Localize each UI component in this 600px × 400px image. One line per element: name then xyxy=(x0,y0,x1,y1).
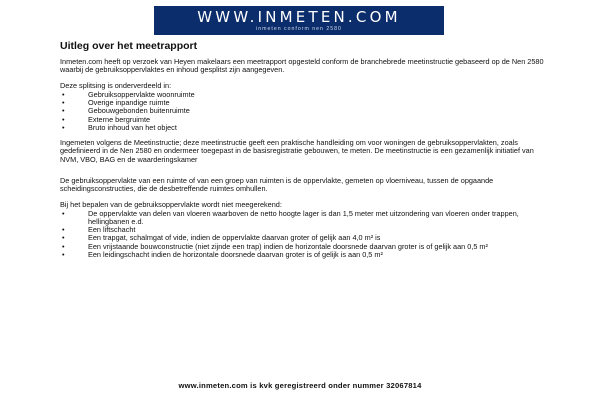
exclusion-list-item: • Een vrijstaande bouwconstructie (niet zijnde een trap) indien de horizontale doorsnede daarvan groter is of gelijk aan 0,5 m² xyxy=(60,243,550,251)
split-list xyxy=(60,91,550,131)
inmeten-logo xyxy=(154,6,444,35)
logo-brand-text: WWW.INMETEN.COM xyxy=(197,8,401,26)
intro-paragraph: Inmeten.com heeft op verzoek van Heyen makelaars een meetrapport opgesteld conform de branchebrede meetinstructie gebaseerd op de Nen 2580 waarbij de gebruiksoppervlaktes en inhoud gesplitst zijn aangegeven. xyxy=(60,57,544,75)
instruction-paragraph: Ingemeten volgens de Meetinstructie; deze meetinstructie geeft een praktische handleiding om voor woningen de gebruiksoppervlakten, zoals gedefinieerd in de Nen 2580 en ondermeer toegepast in de basisregistratie gebouwen, te meten. De meetinstructie is een gezamenlijk initiatief van NVM, VBO, BAG en de waarderingskamer xyxy=(60,137,534,164)
split-list-item: • Overige inpandige ruimte xyxy=(60,99,550,107)
footer-registration: www.inmeten.com is kvk geregistreerd onder nummer 32067814 xyxy=(178,381,422,390)
exclusion-list-item: • De oppervlakte van delen van vloeren waarboven de netto hoogte lager is dan 1,5 meter met uitzondering van vloeren onder trappen, hellingbanen e.d. xyxy=(60,210,550,226)
exclusion-list-item: • Een leidingschacht indien de horizontale doorsnede daarvan groter is of gelijk is aan 0,5 m² xyxy=(60,251,550,259)
exclusion-intro: Bij het bepalen van de gebruiksoppervlakte wordt niet meegerekend: xyxy=(60,199,282,209)
exclusion-list xyxy=(60,210,550,259)
definition-paragraph: De gebruiksoppervlakte van een ruimte of van een groep van ruimten is de oppervlakte, gemeten op vloerniveau, tussen de opgaande scheidingsconstructies, die de desbetreffende ruimtes omhullen. xyxy=(60,175,494,194)
document-title: Uitleg over het meetrapport xyxy=(60,40,198,52)
split-list-item: • Gebruiksoppervlakte woonruimte xyxy=(60,91,550,99)
exclusion-list-item: • Een trapgat, schalmgat of vide, indien de oppervlakte daarvan groter of gelijk aan 4,0 m² is xyxy=(60,234,550,242)
document-body xyxy=(60,40,550,266)
split-list-item: • Gebouwgebonden buitenruimte xyxy=(60,107,550,115)
split-list-item: • Bruto inhoud van het object xyxy=(60,124,550,132)
exclusion-list-item: • Een liftschacht xyxy=(60,226,550,234)
logo-tagline: inmeten conform nen 2580 xyxy=(256,26,342,32)
split-intro: Deze splitsing is onderverdeeld in: xyxy=(60,80,172,90)
split-list-item: • Externe bergruimte xyxy=(60,116,550,124)
